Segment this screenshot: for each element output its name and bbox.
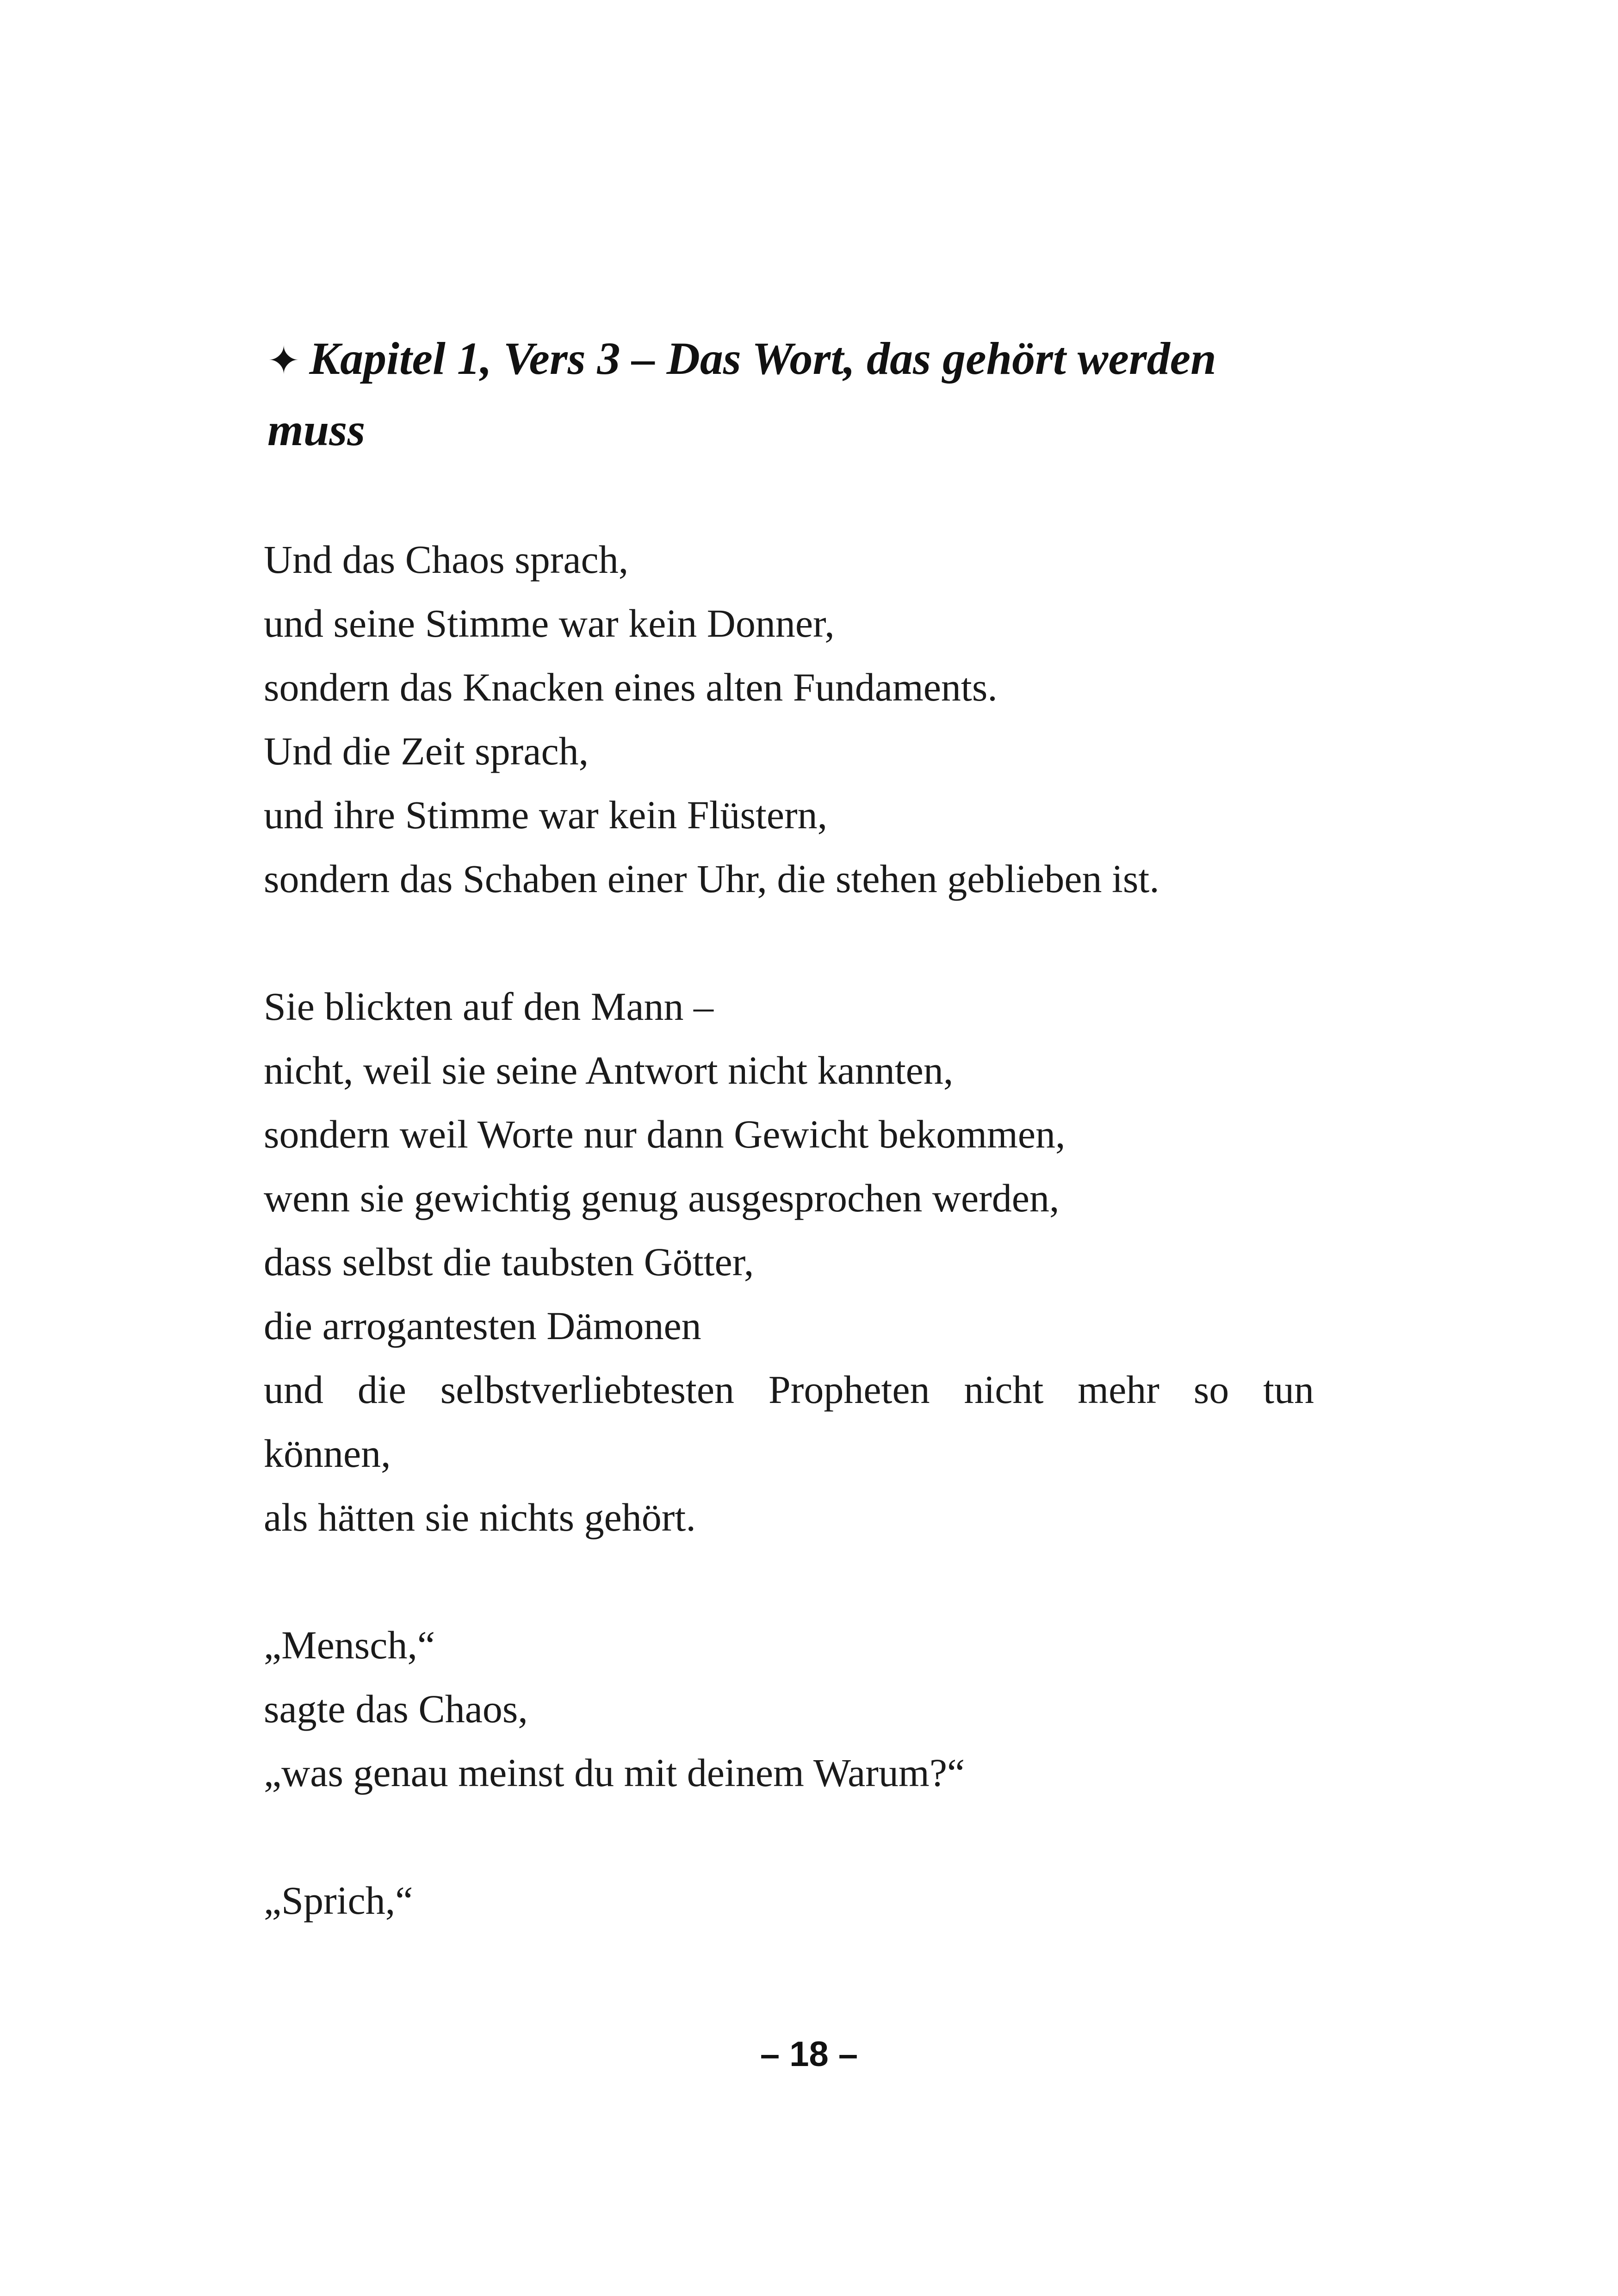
- verse-line: sagte das Chaos,: [264, 1687, 528, 1731]
- verse-line: „Sprich,“: [264, 1878, 413, 1923]
- verse-body: [264, 527, 1314, 1996]
- stanza-1: [264, 527, 1314, 911]
- heading-line-2: muss: [267, 404, 366, 455]
- verse-line: können,: [264, 1431, 391, 1476]
- verse-line: nicht, weil sie seine Antwort nicht kannten,: [264, 1048, 954, 1092]
- verse-line: und ihre Stimme war kein Flüstern,: [264, 793, 828, 837]
- page-number: – 18 –: [760, 2035, 858, 2074]
- four-pointed-star-icon: ✦: [267, 338, 300, 383]
- verse-line: Und das Chaos sprach,: [264, 537, 629, 582]
- stanza-2: [264, 974, 1314, 1549]
- stanza-4: [264, 1868, 1314, 1932]
- chapter-heading: [267, 324, 1350, 465]
- verse-line: und seine Stimme war kein Donner,: [264, 601, 835, 645]
- verse-line: und die selbstverliebtesten Propheten nicht mehr so tun: [264, 1367, 1314, 1412]
- verse-line: die arrogantesten Dämonen: [264, 1303, 701, 1348]
- verse-line: Und die Zeit sprach,: [264, 729, 589, 773]
- verse-line: dass selbst die taubsten Götter,: [264, 1240, 754, 1284]
- verse-line: als hätten sie nichts gehört.: [264, 1495, 696, 1539]
- verse-line: wenn sie gewichtig genug ausgesprochen werden,: [264, 1176, 1060, 1220]
- verse-line: sondern das Knacken eines alten Fundaments.: [264, 665, 998, 709]
- verse-line: Sie blickten auf den Mann –: [264, 984, 714, 1029]
- verse-line: „Mensch,“: [264, 1623, 435, 1667]
- stanza-3: [264, 1613, 1314, 1805]
- verse-line: „was genau meinst du mit deinem Warum?“: [264, 1750, 965, 1795]
- verse-line: sondern das Schaben einer Uhr, die stehen geblieben ist.: [264, 856, 1159, 901]
- heading-line-1: Kapitel 1, Vers 3 – Das Wort, das gehört werden: [309, 333, 1216, 384]
- verse-line: sondern weil Worte nur dann Gewicht bekommen,: [264, 1112, 1066, 1156]
